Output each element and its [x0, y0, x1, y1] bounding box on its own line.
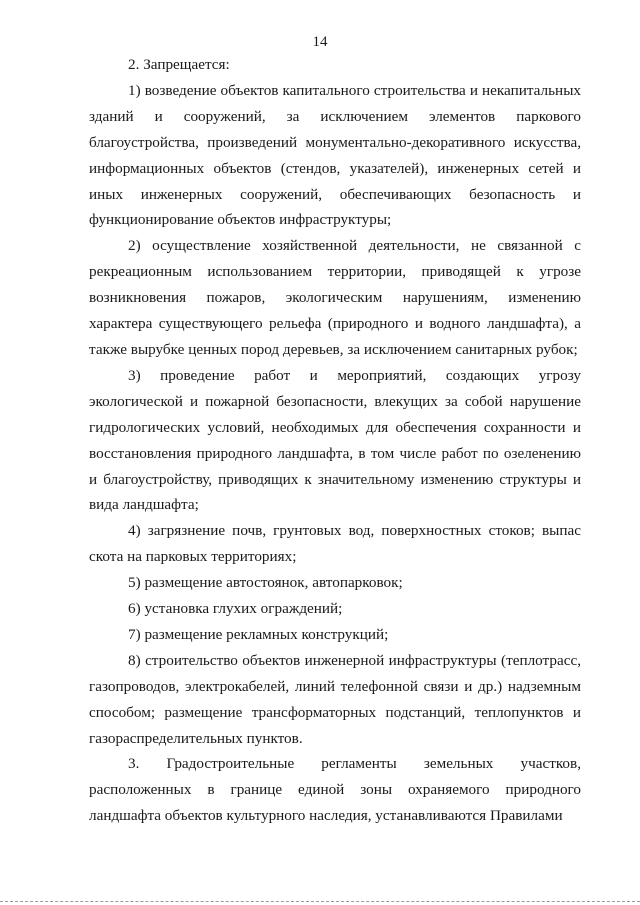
paragraph-section-3: 3. Градостроительные регламенты земельных участков, расположенных в границе единой зоны охраняемого природного ландшафта объектов культурного наследия, устанавливаются Правилами: [89, 755, 581, 825]
document-body: [89, 52, 581, 829]
paragraph-item-2: 2) осуществление хозяйственной деятельности, не связанной с рекреационным использованием территории, приводящей к угрозе возникновения пожаров, экологическим нарушениям, изменению характера существующего рельефа (природного и водного ландшафта), а также вырубке ценных пород деревьев, за исключением санитарных рубок;: [89, 237, 581, 358]
paragraph-item-1: 1) возведение объектов капитального строительства и некапитальных зданий и сооружений, за исключением элементов паркового благоустройства, произведений монументально-декоративного искусства, информационных объектов (стендов, указателей), инженерных сетей и иных инженерных сооружений, обеспечивающих безопасность и функционирование объектов инфраструктуры;: [89, 81, 581, 229]
paragraph-prohibited-heading: 2. Запрещается:: [128, 56, 230, 73]
paragraph-item-4: 4) загрязнение почв, грунтовых вод, поверхностных стоков; выпас скота на парковых территориях;: [89, 522, 581, 566]
paragraph-item-3: 3) проведение работ и мероприятий, создающих угрозу экологической и пожарной безопасности, влекущих за собой нарушение гидрологических условий, необходимых для обеспечения сохранности и восстановления природного ландшафта, в том числе работ по озеленению и благоустройству, приводящих к значительному изменению структуры и вида ландшафта;: [89, 366, 581, 514]
paragraph-item-8: 8) строительство объектов инженерной инфраструктуры (теплотрасс, газопроводов, электрокабелей, линий телефонной связи и др.) надземным способом; размещение трансформаторных подстанций, теплопунктов и газораспределительных пунктов.: [89, 651, 581, 747]
page-number: 14: [312, 34, 328, 50]
paragraph-item-7: 7) размещение рекламных конструкций;: [128, 625, 389, 643]
scan-edge-divider: [0, 901, 640, 902]
paragraph-item-5: 5) размещение автостоянок, автопарковок;: [128, 574, 403, 592]
paragraph-item-6: 6) установка глухих ограждений;: [128, 600, 343, 618]
